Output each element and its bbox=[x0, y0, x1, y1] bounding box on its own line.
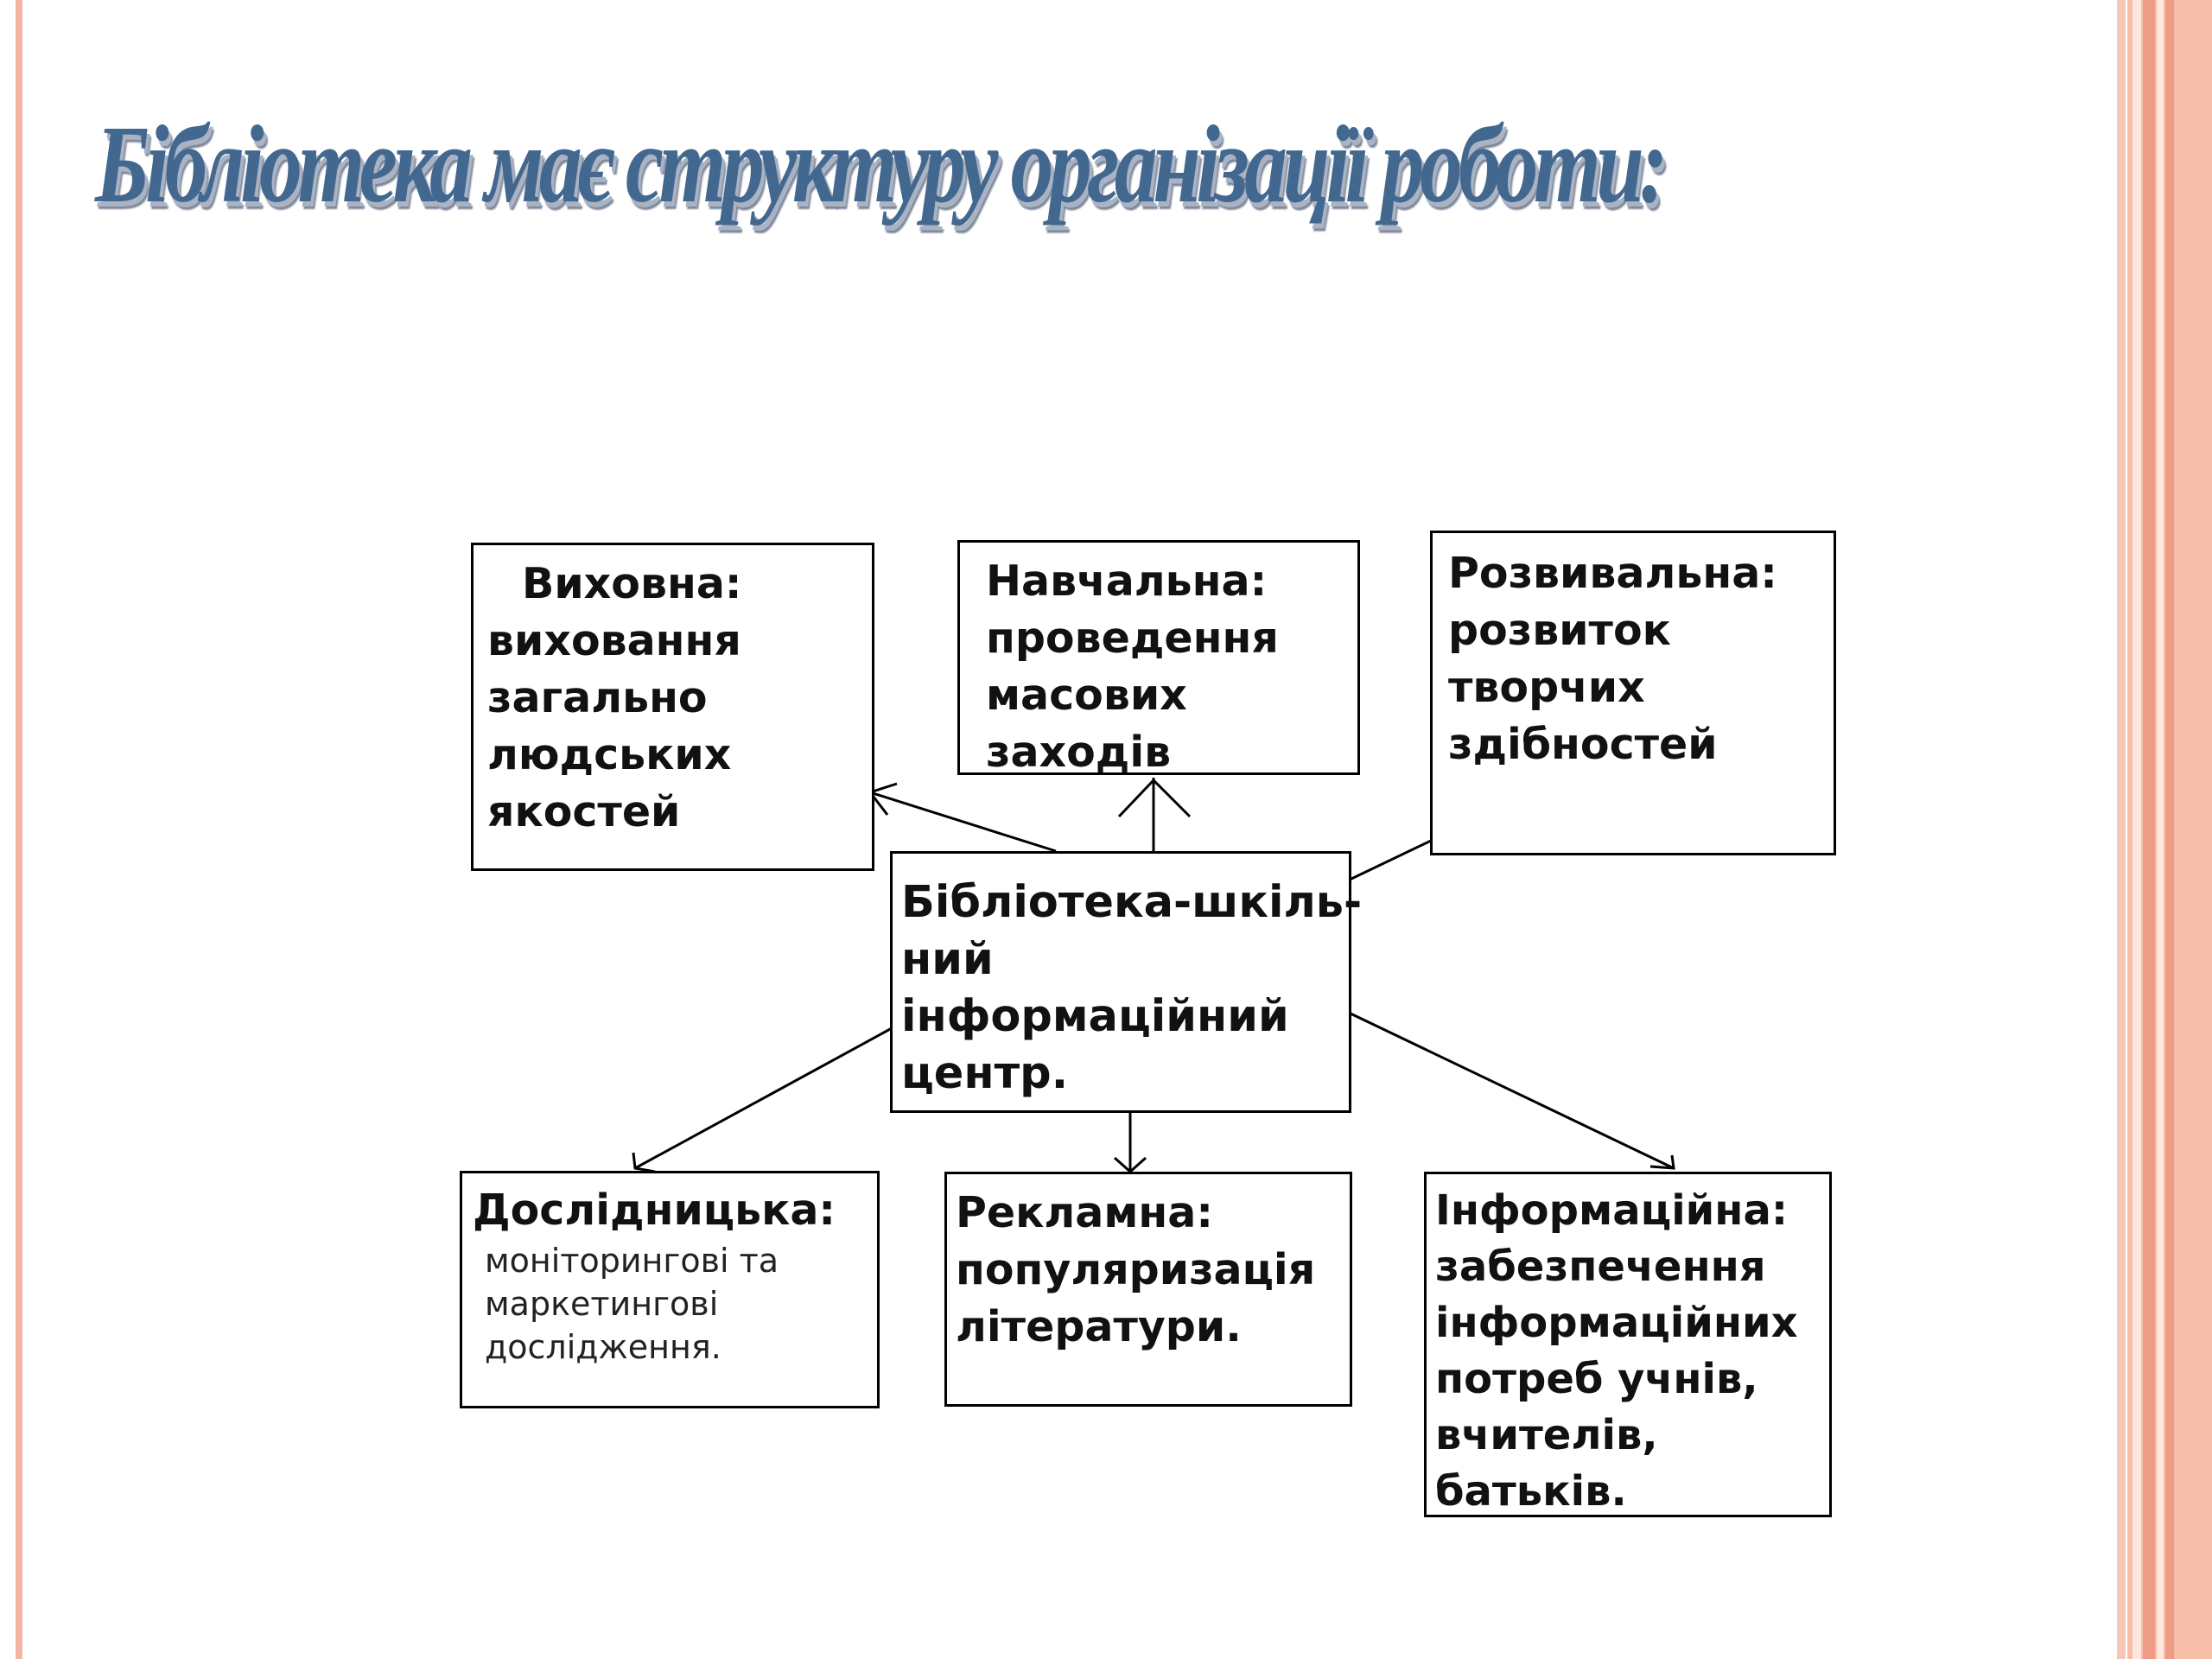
box-doslidnytska-title: Дослідницька: bbox=[473, 1185, 836, 1235]
box-rozvyvalna-line: творчих bbox=[1448, 663, 1645, 712]
box-informatsiina-line: вчителів, bbox=[1435, 1411, 1658, 1459]
box-navchalna-title: Навчальна: bbox=[986, 556, 1268, 606]
box-informatsiina bbox=[1424, 1172, 1832, 1517]
box-center-line: Бібліотека-шкіль- bbox=[901, 877, 1363, 928]
box-reklamna-title: Рекламна: bbox=[956, 1188, 1213, 1237]
box-vyhovna-line: якостей bbox=[487, 787, 681, 836]
box-doslidnytska-detail: моніторингові та bbox=[485, 1242, 779, 1280]
box-doslidnytska bbox=[460, 1171, 880, 1408]
box-vyhovna-line: виховання bbox=[487, 616, 741, 665]
slide-title: Бібліотека має структуру організації роботи: bbox=[95, 103, 1664, 226]
box-vyhovna-title: Виховна: bbox=[522, 559, 742, 608]
connector-to-navchalna bbox=[1119, 778, 1190, 851]
connector-to-reklamna bbox=[1115, 1112, 1146, 1172]
box-center-library bbox=[890, 851, 1363, 1113]
box-navchalna-line: проведення bbox=[986, 613, 1279, 663]
box-vyhovna-line: загально bbox=[487, 673, 708, 722]
box-vyhovna bbox=[471, 543, 874, 871]
connector-to-vyhovna bbox=[870, 784, 1056, 851]
box-informatsiina-line: потреб учнів, bbox=[1435, 1355, 1758, 1403]
box-doslidnytska-detail: маркетингові bbox=[485, 1285, 719, 1323]
box-reklamna-line: літератури. bbox=[956, 1302, 1242, 1351]
box-navchalna-line: масових bbox=[986, 671, 1187, 720]
box-center-line: інформаційний bbox=[901, 991, 1289, 1042]
box-navchalna bbox=[957, 540, 1360, 775]
box-doslidnytska-detail: дослідження. bbox=[485, 1328, 721, 1366]
box-reklamna bbox=[944, 1172, 1352, 1407]
connector-to-doslidnytska bbox=[633, 1028, 892, 1172]
box-rozvyvalna-line: здібностей bbox=[1448, 720, 1718, 769]
box-reklamna-line: популяризація bbox=[956, 1245, 1316, 1294]
box-center-line: центр. bbox=[901, 1048, 1069, 1099]
box-rozvyvalna bbox=[1430, 531, 1836, 855]
box-informatsiina-line: інформаційних bbox=[1435, 1299, 1798, 1347]
box-rozvyvalna-line: розвиток bbox=[1448, 606, 1671, 655]
connector-to-rozvyvalna bbox=[1350, 840, 1433, 880]
box-vyhovna-line: людських bbox=[487, 730, 732, 779]
connector-to-informatsiina bbox=[1351, 1014, 1674, 1168]
box-rozvyvalna-title: Розвивальна: bbox=[1448, 549, 1777, 598]
box-informatsiina-line: забезпечення bbox=[1435, 1243, 1766, 1291]
box-center-line: ний bbox=[901, 934, 994, 985]
box-informatsiina-line: батьків. bbox=[1435, 1467, 1627, 1516]
box-navchalna-line: заходів bbox=[986, 728, 1172, 777]
box-informatsiina-title: Інформаційна: bbox=[1435, 1186, 1789, 1235]
